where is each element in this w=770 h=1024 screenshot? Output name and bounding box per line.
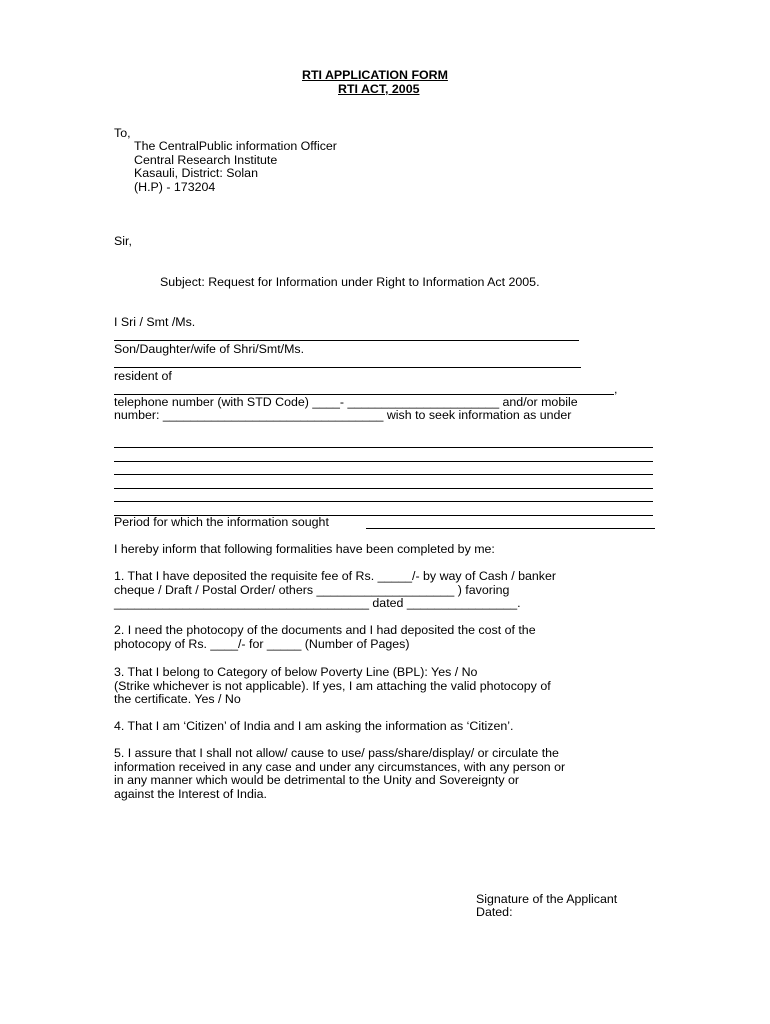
applicant-name-line[interactable] (114, 340, 579, 341)
address-to: To, (114, 126, 131, 140)
resident-label: resident of (114, 369, 172, 383)
information-line[interactable] (114, 447, 653, 448)
relation-name-line[interactable] (114, 367, 581, 368)
form-title: RTI APPLICATION FORM (302, 68, 448, 82)
signature-label: Signature of the Applicant (476, 892, 618, 906)
point-4: 4. That I am ‘Citizen’ of India and I am asking the information as ‘Citizen’. (114, 719, 514, 733)
point-3-line-a: 3. That I belong to Category of below Poverty Line (BPL): Yes / No (114, 665, 478, 679)
point-1-line-b: cheque / Draft / Postal Order/ others ____________________ ) favoring (114, 583, 510, 597)
period-line[interactable] (366, 528, 655, 529)
information-line[interactable] (114, 488, 653, 489)
point-2-line-b: photocopy of Rs. ____/- for _____ (Number of Pages) (114, 637, 410, 651)
point-2-line-a: 2. I need the photocopy of the documents and I had deposited the cost of the (114, 623, 536, 637)
mobile-line: number: ________________________________ wish to seek information as under (114, 408, 572, 422)
point-5-line-d: against the Interest of India. (114, 787, 267, 801)
address-line-4: (H.P) - 173204 (134, 180, 216, 194)
point-5-line-c: in any manner which would be detrimental to the Unity and Sovereignty or (114, 773, 519, 787)
subject-line: Subject: Request for Information under Right to Information Act 2005. (160, 275, 540, 289)
relation-label: Son/Daughter/wife of Shri/Smt/Ms. (114, 342, 305, 356)
address-line-1: The CentralPublic information Officer (134, 139, 337, 153)
formalities-intro: I hereby inform that following formalities have been completed by me: (114, 542, 495, 556)
point-1-line-a: 1. That I have deposited the requisite fee of Rs. _____/- by way of Cash / banker (114, 569, 556, 583)
point-5-line-b: information received in any case and under any circumstances, with any person or (114, 760, 566, 774)
point-3-line-c: the certificate. Yes / No (114, 692, 241, 706)
information-line[interactable] (114, 501, 653, 502)
information-line[interactable] (114, 461, 653, 462)
point-5-line-a: 5. I assure that I shall not allow/ cause to use/ pass/share/display/ or circulate the (114, 746, 559, 760)
applicant-name-label: I Sri / Smt /Ms. (114, 315, 196, 329)
salutation: Sir, (114, 234, 132, 248)
telephone-line: telephone number (with STD Code) ____- ______________________ and/or mobile (114, 395, 578, 409)
information-line[interactable] (114, 474, 653, 475)
address-line-3: Kasauli, District: Solan (134, 166, 258, 180)
point-3-line-b: (Strike whichever is not applicable). If yes, I am attaching the valid photocopy of (114, 679, 551, 693)
signature-dated: Dated: (476, 905, 513, 919)
point-1-line-c: _____________________________________ dated ________________. (114, 596, 521, 610)
address-line-2: Central Research Institute (134, 153, 278, 167)
resident-comma: , (614, 382, 618, 396)
form-subtitle: RTI ACT, 2005 (338, 82, 420, 96)
period-label: Period for which the information sought (114, 515, 329, 529)
